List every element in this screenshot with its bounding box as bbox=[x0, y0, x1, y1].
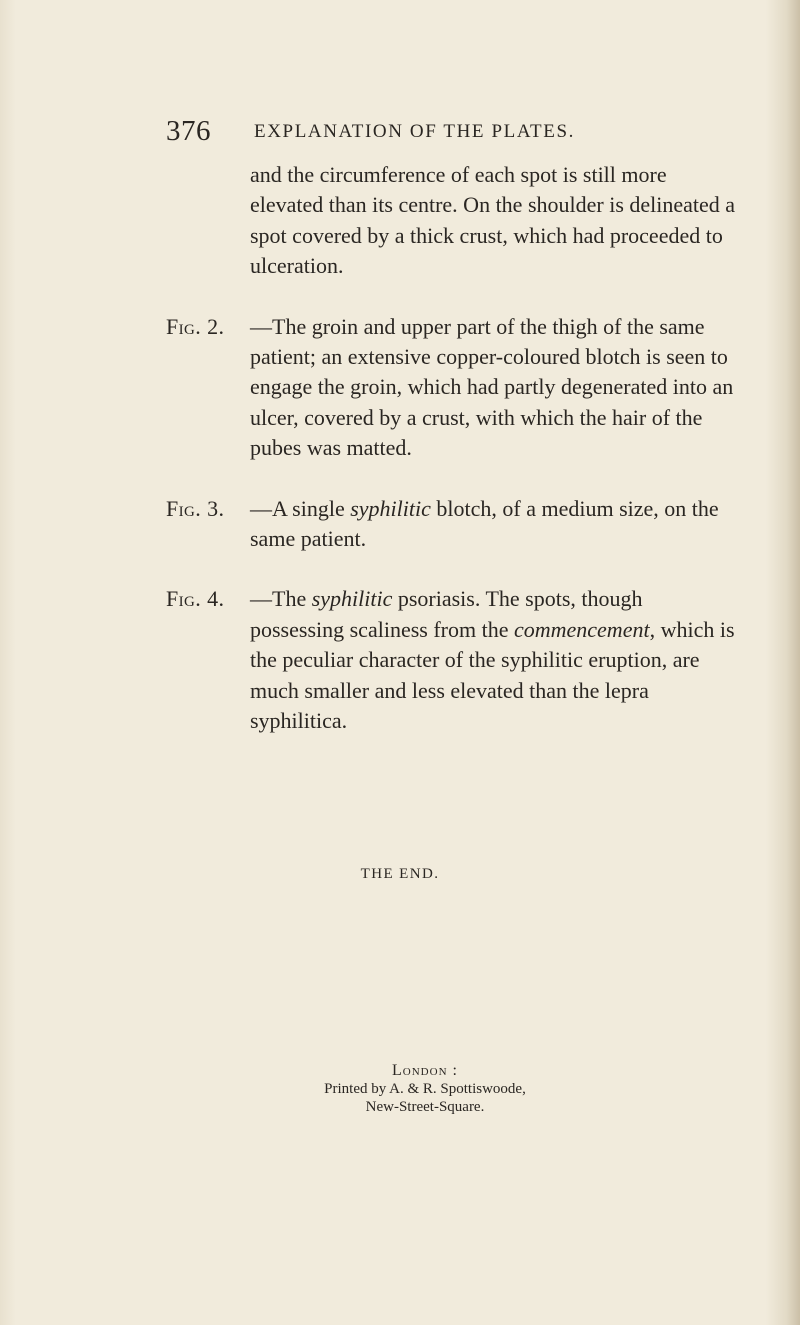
page-edge-shadow-left bbox=[0, 0, 16, 1325]
figure-4-text-start: —The bbox=[250, 586, 312, 612]
figure-2-label: Fig. 2. bbox=[166, 313, 225, 339]
figure-2-text: —The groin and upper part of the thigh of the same patient; an extensive copper-coloured blotch is seen to engage the groin, which had partly degenerated into an ulcer, covered by a crust, with which the hair of the pubes was matted. bbox=[250, 313, 734, 461]
continuation-paragraph: and the circumference of each spot is still more elevated than its centre. On the shoulder is delineated a spot covered by a thick crust, which had proceeded to ulceration. bbox=[250, 162, 736, 279]
page-number: 376 bbox=[166, 115, 211, 147]
figure-2-paragraph bbox=[166, 312, 738, 464]
figure-4-italic-term: syphilitic bbox=[311, 586, 393, 612]
printer-imprint bbox=[300, 1062, 550, 1116]
figure-3-text-end: blotch, of a medium size, on the same patient. bbox=[250, 495, 719, 552]
figure-4-label: Fig. 4. bbox=[166, 586, 225, 612]
figure-3-italic-term: syphilitic bbox=[350, 495, 431, 521]
figure-3-paragraph bbox=[166, 494, 738, 555]
running-title: EXPLANATION OF THE PLATES. bbox=[254, 121, 575, 142]
figure-4-text-middle: psoriasis. The spots, though possessing scaliness from the bbox=[250, 586, 643, 642]
the-end-heading: THE END. bbox=[360, 866, 440, 882]
figure-3-text-start: —A single bbox=[250, 495, 351, 521]
imprint-address: New-Street-Square. bbox=[365, 1099, 485, 1115]
imprint-printer: Printed by A. & R. Spottiswoode, bbox=[324, 1081, 526, 1097]
figure-4-text-end: , which is the peculiar character of the syphilitic eruption, are much smaller and less elevated than the lepra syphilitica. bbox=[250, 616, 735, 734]
figure-4-italic-term-2: commencement bbox=[513, 616, 650, 642]
figure-4-paragraph bbox=[166, 584, 738, 736]
page-header bbox=[166, 114, 726, 154]
page-body bbox=[166, 160, 738, 737]
figure-3-label: Fig. 3. bbox=[166, 495, 225, 521]
imprint-city: London : bbox=[392, 1062, 458, 1079]
page-edge-shadow-right bbox=[766, 0, 800, 1325]
